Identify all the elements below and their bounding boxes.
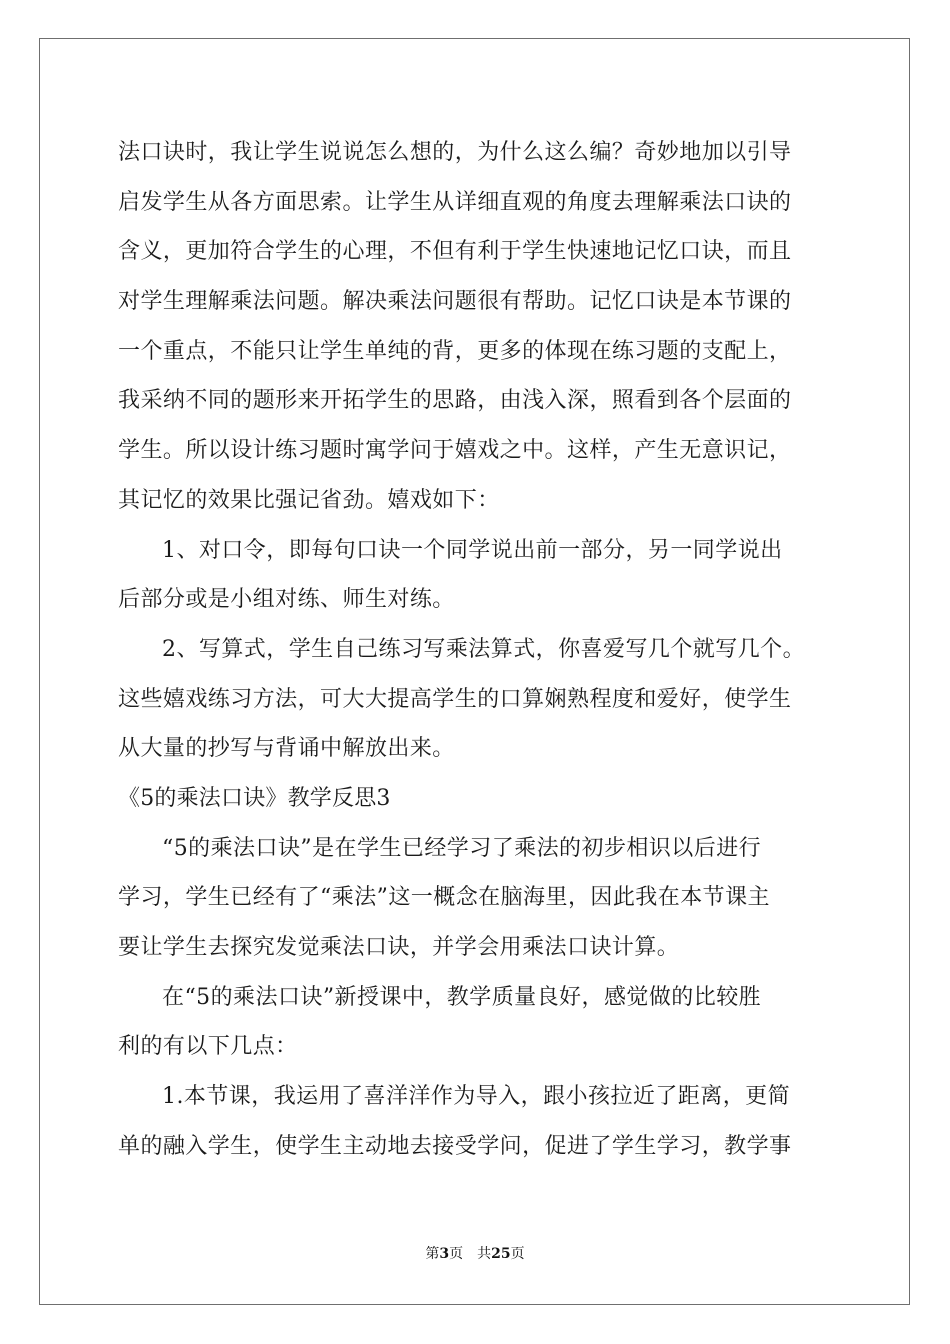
text-line: 在“5的乘法口诀”新授课中，教学质量良好，感觉做的比较胜 [162,984,762,1010]
text-line: 学生。所以设计练习题时寓学问于嬉戏之中。这样，产生无意识记， [118,438,792,464]
text-line: 要让学生去探究发觉乘法口诀，并学会用乘法口诀计算。 [118,935,680,960]
text-line: 法口诀时，我让学生说说怎么想的，为什么这么编？奇妙地加以引导 [118,140,792,165]
footer-page-prefix: 第 [425,1246,440,1262]
text-line: 利的有以下几点： [118,1034,298,1060]
text-line: 对学生理解乘法问题。解决乘法问题很有帮助。记忆口诀是本节课的 [118,289,792,315]
text-line: 单的融入学生，使学生主动地去接受学问，促进了学生学习，教学事 [118,1133,792,1159]
footer-total-prefix: 共 [477,1246,492,1262]
text-line: 1、对口令，即每句口诀一个同学说出前一部分，另一同学说出 [162,537,783,563]
text-line: 1.本节课，我运用了喜洋洋作为导入，跟小孩拉近了距离，更简 [162,1084,791,1110]
footer-total-suffix: 页 [510,1246,525,1262]
footer-total-number: 25 [491,1246,511,1262]
footer-page-number: 3 [439,1246,450,1262]
text-line: 其记忆的效果比强记省劲。嬉戏如下： [118,487,500,513]
page-footer [0,1244,950,1264]
text-line: 2、写算式，学生自己练习写乘法算式，你喜爱写几个就写几个。 [162,636,806,662]
text-line: 启发学生从各方面思索。让学生从详细直观的角度去理解乘法口诀的 [118,189,792,215]
text-line: 一个重点，不能只让学生单纯的背，更多的体现在练习题的支配上， [118,338,792,364]
text-line: 从大量的抄写与背诵中解放出来。 [118,736,455,762]
text-line: “5的乘法口诀”是在学生已经学习了乘法的初步相识以后进行 [162,835,762,861]
document-body [118,128,842,1171]
text-line: 后部分或是小组对练、师生对练。 [118,587,455,613]
text-line: 这些嬉戏练习方法，可大大提高学生的口算娴熟程度和爱好，使学生 [118,686,792,712]
text-line: 我采纳不同的题形来开拓学生的思路，由浅入深，照看到各个层面的 [118,388,792,414]
text-line: 学习，学生已经有了“乘法”这一概念在脑海里，因此我在本节课主 [118,885,770,911]
text-line: 含义，更加符合学生的心理，不但有利于学生快速地记忆口诀，而且 [118,239,792,265]
section-heading: 《5的乘法口诀》教学反思3 [118,785,391,811]
footer-page-suffix: 页 [449,1246,464,1262]
